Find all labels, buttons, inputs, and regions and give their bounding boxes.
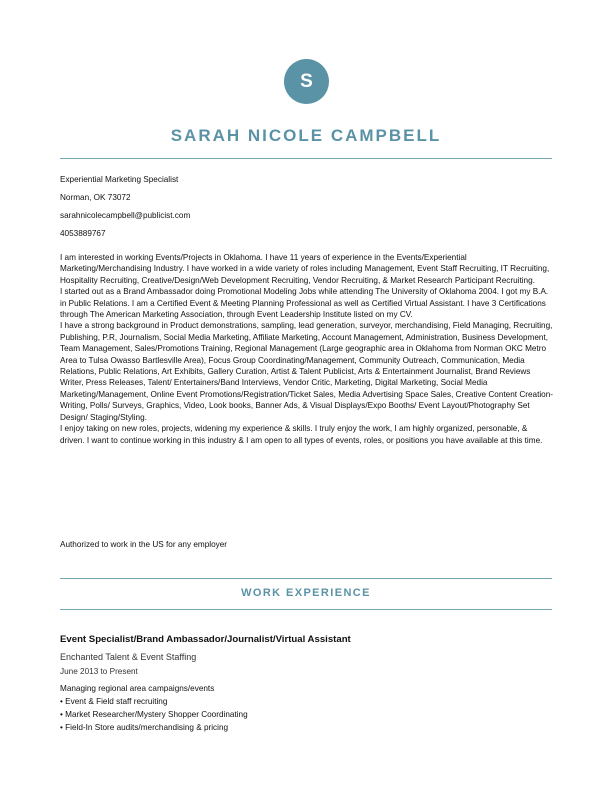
summary-paragraph: I am interested in working Events/Projects in Oklahoma. I have 11 years of experience in the Events/Experiential Marketing/Merchandising Industry. I have worked in a wide variety of roles including Management, Event Staff Recruiting, IT Recruiting, Hospitality Recruiting, Creative/Design/Web Development Recruiting, Vendor Recruiting, & Market Research Participant Recruiting. [60,253,550,285]
summary-paragraph: I have a strong background in Product demonstrations, sampling, lead generation, surveyor, merchandising, Field Managing, Recruiting, Publishing, P.R, Journalism, Social Media Marketing, Affiliate Marketing, Account Management, Administration, Business Development, Team Management, Sales/Promotions Training, Regional Management (Large geographic area in Oklahoma from Norman OKC Metro Area to Tulsa Owasso Bartlesville Area), Focus Group Coordinating/Management, Community Outreach, Communication, Media Relations, Public Relations, Art Exhibits, Gallery Curation, Artist & Talent Publicist, Arts & Entertainment Journalist, Brand Reviews Writer, Press Releases, Talent/ Entertainers/Band Interviews, Vendor Critic, Marketing, Digital Marketing, Social Media Marketing/Management, Online Event Promotions/Registration/Ticket Sales, Media Advertising Space Sales, Creative Content Creation- Writing, Polls/ Surveys, Graphics, Video, Look books, Banner Ads, & Visual Displays/Expo Booths/ Event Layout/Photography Set Design/ Staging/Styling. [60,321,554,422]
job-bullets [60,695,248,734]
divider [60,158,552,159]
avatar: S [284,59,329,104]
job-headline: Experiential Marketing Specialist [60,175,179,184]
list-item: • Market Researcher/Mystery Shopper Coordinating [60,708,248,721]
location: Norman, OK 73072 [60,193,131,202]
list-item: • Field-In Store audits/merchandising & pricing [60,721,248,734]
section-heading: WORK EXPERIENCE [241,587,371,599]
work-authorization: Authorized to work in the US for any employer [60,540,228,549]
divider [60,578,552,579]
job-description [60,682,248,734]
company: Enchanted Talent & Event Staffing [60,652,197,662]
summary-paragraph: I started out as a Brand Ambassador doing Promotional Modeling Jobs while attending The University of Oklahoma 2004. I got my B.A. in Public Relations. I am a Certified Event & Meeting Planning Professional as well as Certified Virtual Assistant. I have 3 Certifications through The American Marketing Association, through Event Leadership Institute listed on my CV. [60,287,549,320]
summary-paragraph: I enjoy taking on new roles, projects, widening my experience & skills. I truly enjoy the work, I am highly organized, personable, & driven. I want to continue working in this industry & I am open to all types of events, roles, or positions you have available at this time. [60,424,543,445]
summary [60,252,554,446]
email: sarahnicolecampbell@publicist.com [60,211,191,220]
job-intro: Managing regional area campaigns/events [60,684,215,693]
list-item: • Event & Field staff recruiting [60,695,248,708]
divider [60,609,552,610]
job-title: Event Specialist/Brand Ambassador/Journalist/Virtual Assistant [60,634,351,645]
resume-name: SARAH NICOLE CAMPBELL [170,126,442,145]
job-dates: June 2013 to Present [60,667,138,676]
phone: 4053889767 [60,229,106,238]
